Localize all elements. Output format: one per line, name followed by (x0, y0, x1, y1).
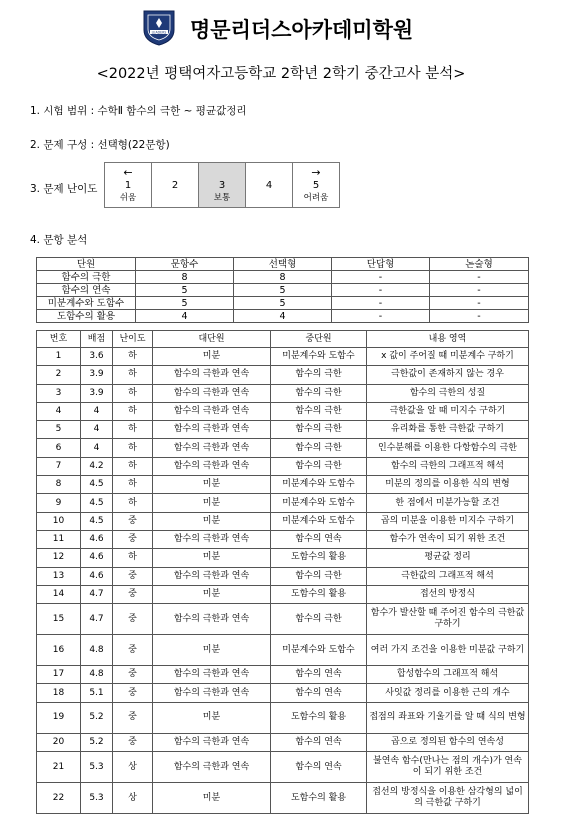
detail-cell: 접선의 방정식 (367, 585, 529, 603)
detail-header-cell: 중단원 (271, 331, 367, 348)
summary-row (37, 271, 529, 284)
detail-cell: 5 (37, 421, 81, 439)
table-row (37, 494, 529, 512)
detail-cell: 극한값이 존재하지 않는 경우 (367, 366, 529, 384)
detail-cell: 사잇값 정리를 이용한 근의 개수 (367, 684, 529, 702)
difficulty-caption: 보통 (213, 192, 231, 203)
detail-cell: 함수의 극한과 연속 (153, 439, 271, 457)
detail-cell: 4.2 (81, 457, 113, 475)
summary-row (37, 297, 529, 310)
table-row (37, 439, 529, 457)
academy-logo-emblem-icon (141, 8, 177, 46)
table-row (37, 684, 529, 702)
detail-cell: 함수의 극한 (271, 457, 367, 475)
detail-cell: 미분의 정의를 이용한 식의 변형 (367, 476, 529, 494)
difficulty-number: 2 (171, 179, 179, 191)
detail-cell: 곱으로 정의된 함수의 연속성 (367, 733, 529, 751)
detail-cell: 함수의 극한 (271, 604, 367, 635)
table-row (37, 549, 529, 567)
detail-cell: 하 (113, 494, 153, 512)
detail-cell: 하 (113, 384, 153, 402)
summary-cell: - (332, 310, 430, 323)
detail-cell: 함수의 연속 (271, 733, 367, 751)
table-row (37, 457, 529, 475)
summary-cell: - (332, 297, 430, 310)
detail-cell: 4.8 (81, 666, 113, 684)
analysis-label: 4. 문항 분석 (30, 234, 88, 246)
detail-cell: 상 (113, 752, 153, 783)
summary-cell: - (430, 297, 529, 310)
table-row (37, 384, 529, 402)
svg-text:LEADERS: LEADERS (151, 30, 167, 35)
detail-cell: 미분 (153, 635, 271, 666)
detail-header-cell: 번호 (37, 331, 81, 348)
summary-cell: - (430, 284, 529, 297)
detail-cell: 극한값의 그래프적 해석 (367, 567, 529, 585)
summary-cell: 5 (136, 284, 234, 297)
detail-cell: 4.8 (81, 635, 113, 666)
detail-cell: 함수의 극한과 연속 (153, 366, 271, 384)
difficulty-caption: 어려움 (303, 192, 329, 203)
detail-cell: x 값이 주어질 때 미분계수 구하기 (367, 348, 529, 366)
summary-cell: 5 (234, 284, 332, 297)
table-row (37, 476, 529, 494)
summary-row (37, 310, 529, 323)
difficulty-level-1 (105, 163, 152, 208)
summary-row (37, 284, 529, 297)
table-row (37, 348, 529, 366)
detail-cell: 5.3 (81, 752, 113, 783)
question-analysis-table (36, 330, 529, 814)
detail-cell: 중 (113, 604, 153, 635)
detail-cell: 1 (37, 348, 81, 366)
difficulty-caption (152, 192, 198, 204)
detail-cell: 3 (37, 384, 81, 402)
summary-cell: - (332, 271, 430, 284)
detail-cell: 접선의 방정식을 이용한 삼각형의 넓이의 극한값 구하기 (367, 783, 529, 814)
detail-cell: 함수의 극한 (271, 402, 367, 420)
arrow-right-icon: → (311, 165, 321, 179)
detail-cell: 4 (81, 402, 113, 420)
summary-cell: 도함수의 활용 (37, 310, 136, 323)
detail-cell: 5.3 (81, 783, 113, 814)
detail-cell: 20 (37, 733, 81, 751)
detail-cell: 4.7 (81, 604, 113, 635)
difficulty-caption: 쉬움 (119, 192, 137, 203)
summary-cell: 4 (234, 310, 332, 323)
table-row (37, 733, 529, 751)
detail-cell: 함수의 연속 (271, 530, 367, 548)
table-row (37, 666, 529, 684)
summary-cell: 8 (136, 271, 234, 284)
detail-cell: 함수의 극한과 연속 (153, 604, 271, 635)
detail-cell: 함수의 극한과 연속 (153, 384, 271, 402)
detail-cell: 함수의 연속 (271, 666, 367, 684)
detail-header-cell: 난이도 (113, 331, 153, 348)
detail-cell: 중 (113, 585, 153, 603)
difficulty-number: 5 (312, 179, 320, 191)
detail-cell: 중 (113, 635, 153, 666)
difficulty-scale (104, 162, 340, 208)
table-row (37, 530, 529, 548)
detail-cell: 4 (81, 439, 113, 457)
arrow-placeholder (246, 167, 292, 179)
detail-header-cell: 대단원 (153, 331, 271, 348)
summary-header-cell: 논술형 (430, 258, 529, 271)
detail-cell: 미분 (153, 585, 271, 603)
arrow-placeholder (152, 167, 198, 179)
detail-cell: 중 (113, 512, 153, 530)
detail-cell: 중 (113, 702, 153, 733)
table-row (37, 421, 529, 439)
summary-cell: 4 (136, 310, 234, 323)
detail-cell: 접점의 좌표와 기울기를 알 때 식의 변형 (367, 702, 529, 733)
detail-cell: 3.6 (81, 348, 113, 366)
detail-cell: 12 (37, 549, 81, 567)
detail-cell: 도함수의 활용 (271, 702, 367, 733)
detail-cell: 6 (37, 439, 81, 457)
table-row (37, 752, 529, 783)
unit-summary-table (36, 257, 529, 323)
page-title: <2022년 평택여자고등학교 2학년 2학기 중간고사 분석> (96, 66, 466, 82)
detail-cell: 함수가 연속이 되기 위한 조건 (367, 530, 529, 548)
table-row (37, 702, 529, 733)
summary-cell: 5 (136, 297, 234, 310)
summary-cell: - (332, 284, 430, 297)
detail-cell: 미분계수와 도함수 (271, 635, 367, 666)
detail-cell: 함수의 극한 (271, 567, 367, 585)
question-composition: 2. 문제 구성 : 선택형(22문항) (30, 139, 170, 151)
detail-cell: 함수의 극한과 연속 (153, 567, 271, 585)
detail-cell: 미분 (153, 494, 271, 512)
detail-cell: 곱의 미분을 이용한 미지수 구하기 (367, 512, 529, 530)
detail-cell: 9 (37, 494, 81, 512)
summary-header-cell: 단답형 (332, 258, 430, 271)
exam-scope: 1. 시험 범위 : 수학Ⅱ 함수의 극한 ~ 평균값정리 (30, 105, 247, 117)
difficulty-level-3 (199, 163, 246, 208)
detail-cell: 22 (37, 783, 81, 814)
detail-cell: 13 (37, 567, 81, 585)
difficulty-level-5 (293, 163, 340, 208)
table-row (37, 604, 529, 635)
difficulty-number: 1 (124, 179, 132, 191)
detail-cell: 4.5 (81, 476, 113, 494)
arrow-placeholder (199, 167, 245, 179)
academy-name: 명문리더스아카데미학원 (190, 18, 414, 42)
detail-cell: 미분계수와 도함수 (271, 512, 367, 530)
detail-cell: 함수의 극한 (271, 439, 367, 457)
detail-cell: 중 (113, 530, 153, 548)
detail-cell: 4.5 (81, 494, 113, 512)
detail-cell: 4.6 (81, 567, 113, 585)
detail-cell: 함수가 발산할 때 주어진 함수의 극한값 구하기 (367, 604, 529, 635)
difficulty-number: 3 (218, 179, 226, 191)
detail-cell: 미분계수와 도함수 (271, 348, 367, 366)
detail-cell: 미분계수와 도함수 (271, 494, 367, 512)
detail-cell: 상 (113, 783, 153, 814)
detail-cell: 도함수의 활용 (271, 549, 367, 567)
detail-cell: 하 (113, 421, 153, 439)
detail-cell: 5.2 (81, 702, 113, 733)
difficulty-label: 3. 문제 난이도 (30, 183, 98, 195)
difficulty-level-4 (246, 163, 293, 208)
detail-cell: 8 (37, 476, 81, 494)
header (0, 6, 562, 46)
detail-cell: 11 (37, 530, 81, 548)
detail-cell: 하 (113, 457, 153, 475)
detail-cell: 3.9 (81, 384, 113, 402)
detail-cell: 21 (37, 752, 81, 783)
detail-cell: 인수분해를 이용한 다항함수의 극한 (367, 439, 529, 457)
table-row (37, 402, 529, 420)
detail-cell: 합성함수의 그래프적 해석 (367, 666, 529, 684)
detail-cell: 함수의 극한과 연속 (153, 402, 271, 420)
detail-cell: 하 (113, 476, 153, 494)
summary-header-cell: 문항수 (136, 258, 234, 271)
detail-cell: 함수의 극한과 연속 (153, 421, 271, 439)
detail-cell: 불연속 함수(만나는 점의 개수)가 연속이 되기 위한 조건 (367, 752, 529, 783)
detail-cell: 함수의 극한과 연속 (153, 530, 271, 548)
detail-cell: 미분 (153, 476, 271, 494)
detail-cell: 중 (113, 666, 153, 684)
detail-cell: 함수의 연속 (271, 684, 367, 702)
detail-cell: 함수의 극한의 그래프적 해석 (367, 457, 529, 475)
detail-cell: 극한값을 알 때 미지수 구하기 (367, 402, 529, 420)
detail-cell: 여러 가지 조건을 이용한 미분값 구하기 (367, 635, 529, 666)
detail-cell: 중 (113, 567, 153, 585)
detail-cell: 4 (81, 421, 113, 439)
detail-cell: 함수의 극한과 연속 (153, 666, 271, 684)
summary-cell: 함수의 극한 (37, 271, 136, 284)
detail-cell: 4.6 (81, 549, 113, 567)
detail-cell: 10 (37, 512, 81, 530)
table-row (37, 635, 529, 666)
detail-cell: 4.7 (81, 585, 113, 603)
summary-cell: 함수의 연속 (37, 284, 136, 297)
difficulty-number: 4 (265, 179, 273, 191)
difficulty-caption (246, 192, 292, 204)
detail-cell: 7 (37, 457, 81, 475)
detail-cell: 16 (37, 635, 81, 666)
detail-cell: 4 (37, 402, 81, 420)
detail-cell: 15 (37, 604, 81, 635)
detail-cell: 함수의 극한 (271, 421, 367, 439)
detail-cell: 미분 (153, 512, 271, 530)
detail-cell: 유리화를 통한 극한값 구하기 (367, 421, 529, 439)
detail-cell: 한 점에서 미분가능할 조건 (367, 494, 529, 512)
detail-cell: 14 (37, 585, 81, 603)
summary-header-cell: 단원 (37, 258, 136, 271)
detail-cell: 함수의 극한 (271, 366, 367, 384)
table-row (37, 783, 529, 814)
detail-cell: 하 (113, 439, 153, 457)
difficulty-level-2 (152, 163, 199, 208)
detail-cell: 평균값 정리 (367, 549, 529, 567)
detail-cell: 17 (37, 666, 81, 684)
detail-cell: 하 (113, 549, 153, 567)
detail-cell: 미분 (153, 702, 271, 733)
detail-cell: 5.2 (81, 733, 113, 751)
detail-cell: 19 (37, 702, 81, 733)
detail-cell: 하 (113, 348, 153, 366)
summary-cell: - (430, 271, 529, 284)
detail-cell: 미분 (153, 348, 271, 366)
detail-cell: 미분계수와 도함수 (271, 476, 367, 494)
detail-cell: 도함수의 활용 (271, 585, 367, 603)
table-row (37, 567, 529, 585)
detail-cell: 중 (113, 684, 153, 702)
detail-cell: 함수의 극한과 연속 (153, 752, 271, 783)
detail-cell: 5.1 (81, 684, 113, 702)
table-row (37, 366, 529, 384)
detail-cell: 도함수의 활용 (271, 783, 367, 814)
summary-cell: 미분계수와 도함수 (37, 297, 136, 310)
arrow-left-icon: ← (123, 165, 133, 179)
table-row (37, 585, 529, 603)
detail-cell: 4.5 (81, 512, 113, 530)
detail-header-cell: 내용 영역 (367, 331, 529, 348)
detail-cell: 함수의 극한과 연속 (153, 457, 271, 475)
detail-cell: 함수의 극한과 연속 (153, 733, 271, 751)
detail-cell: 하 (113, 402, 153, 420)
detail-cell: 함수의 극한과 연속 (153, 684, 271, 702)
table-row (37, 512, 529, 530)
summary-cell: - (430, 310, 529, 323)
summary-cell: 5 (234, 297, 332, 310)
detail-cell: 하 (113, 366, 153, 384)
detail-cell: 3.9 (81, 366, 113, 384)
summary-header-cell: 선택형 (234, 258, 332, 271)
detail-cell: 중 (113, 733, 153, 751)
detail-cell: 미분 (153, 549, 271, 567)
detail-cell: 2 (37, 366, 81, 384)
detail-cell: 미분 (153, 783, 271, 814)
detail-cell: 함수의 연속 (271, 752, 367, 783)
detail-header-cell: 배점 (81, 331, 113, 348)
detail-cell: 함수의 극한의 성질 (367, 384, 529, 402)
detail-cell: 4.6 (81, 530, 113, 548)
detail-cell: 18 (37, 684, 81, 702)
summary-cell: 8 (234, 271, 332, 284)
detail-cell: 함수의 극한 (271, 384, 367, 402)
